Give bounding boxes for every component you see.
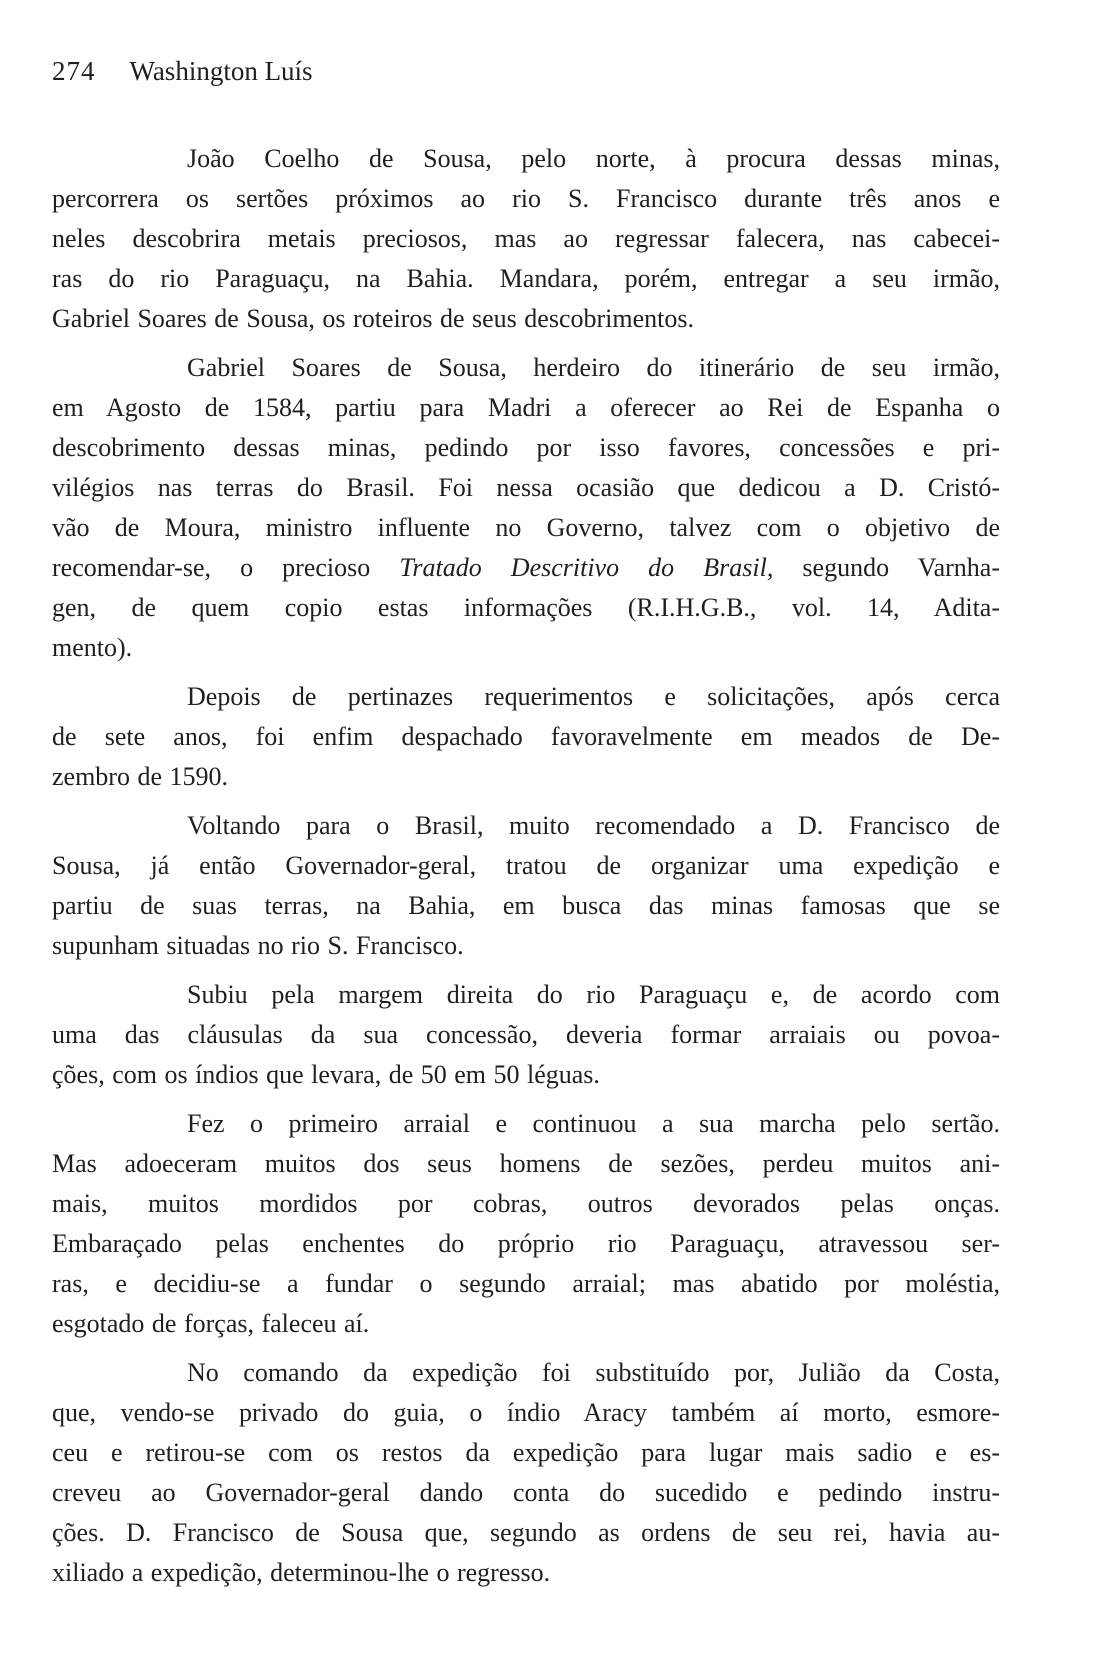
- text-segment: mento).: [52, 633, 133, 662]
- text-segment: que, vendo-se privado do guia, o índio Aracy também aí morto, esmore-: [52, 1398, 1000, 1427]
- paragraph: [52, 677, 1000, 797]
- text-segment: ras do rio Paraguaçu, na Bahia. Mandara, porém, entregar a seu irmão,: [52, 264, 1000, 293]
- page-number: 274: [52, 56, 96, 86]
- text-line: [52, 1513, 1000, 1553]
- text-segment: Gabriel Soares de Sousa, herdeiro do itinerário de seu irmão,: [187, 353, 1000, 382]
- text-segment: Fez o primeiro arraial e continuou a sua marcha pelo sertão.: [187, 1109, 1000, 1138]
- text-segment: Gabriel Soares de Sousa, os roteiros de seus descobrimentos.: [52, 304, 694, 333]
- text-line: [52, 628, 1000, 668]
- text-line: [52, 846, 1000, 886]
- text-line: [52, 139, 1000, 179]
- text-segment: em Agosto de 1584, partiu para Madri a oferecer ao Rei de Espanha o: [52, 393, 1000, 422]
- text-segment: neles descobrira metais preciosos, mas ao regressar falecera, nas cabecei-: [52, 224, 1000, 253]
- text-line: [52, 1353, 1000, 1393]
- text-segment: mais, muitos mordidos por cobras, outros devorados pelas onças.: [52, 1189, 1000, 1218]
- text-line: [52, 179, 1000, 219]
- text-line: [52, 588, 1000, 628]
- text-segment: ceu e retirou-se com os restos da expedição para lugar mais sadio e es-: [52, 1438, 1000, 1467]
- text-line: [52, 1433, 1000, 1473]
- text-segment: ções. D. Francisco de Sousa que, segundo as ordens de seu rei, havia au-: [52, 1518, 1000, 1547]
- text-line: [52, 259, 1000, 299]
- text-line: [52, 428, 1000, 468]
- text-line: [52, 1224, 1000, 1264]
- paragraph: [52, 975, 1000, 1095]
- text-line: [52, 1104, 1000, 1144]
- text-line: [52, 348, 1000, 388]
- text-segment: recomendar-se, o precioso: [52, 553, 400, 582]
- text-segment: Subiu pela margem direita do rio Paraguaçu e, de acordo com: [187, 980, 1000, 1009]
- text-segment: Sousa, já então Governador-geral, tratou de organizar uma expedição e: [52, 851, 1000, 880]
- text-segment: Voltando para o Brasil, muito recomendado a D. Francisco de: [187, 811, 1000, 840]
- text-segment: ções, com os índios que levara, de 50 em 50 léguas.: [52, 1060, 600, 1089]
- text-line: [52, 1304, 1000, 1344]
- text-segment: uma das cláusulas da sua concessão, deveria formar arraiais ou povoa-: [52, 1020, 1000, 1049]
- text-line: [52, 677, 1000, 717]
- text-segment: gen, de quem copio estas informações (R.I.H.G.B., vol. 14, Adita-: [52, 593, 1000, 622]
- text-line: [52, 1553, 1000, 1593]
- text-line: [52, 1144, 1000, 1184]
- text-segment: descobrimento dessas minas, pedindo por isso favores, concessões e pri-: [52, 433, 1000, 462]
- text-line: [52, 468, 1000, 508]
- text-line: [52, 219, 1000, 259]
- text-segment: vão de Moura, ministro influente no Governo, talvez com o objetivo de: [52, 513, 1000, 542]
- page-text: [52, 139, 1000, 1593]
- text-segment: percorrera os sertões próximos ao rio S. Francisco durante três anos e: [52, 184, 1000, 213]
- paragraph: [52, 139, 1000, 339]
- text-segment: de sete anos, foi enfim despachado favoravelmente em meados de De-: [52, 722, 1000, 751]
- text-line: [52, 886, 1000, 926]
- running-title: Washington Luís: [129, 56, 313, 86]
- text-line: [52, 1264, 1000, 1304]
- text-line: [52, 1015, 1000, 1055]
- text-segment: No comando da expedição foi substituído por, Julião da Costa,: [187, 1358, 1000, 1387]
- text-line: [52, 1473, 1000, 1513]
- running-header: [52, 56, 1000, 86]
- text-segment: xiliado a expedição, determinou-lhe o regresso.: [52, 1558, 551, 1587]
- text-line: [52, 1055, 1000, 1095]
- text-segment: Embaraçado pelas enchentes do próprio rio Paraguaçu, atravessou ser-: [52, 1229, 1000, 1258]
- text-segment: João Coelho de Sousa, pelo norte, à procura dessas minas,: [187, 144, 1000, 173]
- text-segment: ras, e decidiu-se a fundar o segundo arraial; mas abatido por moléstia,: [52, 1269, 1000, 1298]
- text-line: [52, 975, 1000, 1015]
- text-line: [52, 717, 1000, 757]
- text-line: [52, 388, 1000, 428]
- paragraph: [52, 1104, 1000, 1344]
- text-segment: Depois de pertinazes requerimentos e solicitações, após cerca: [187, 682, 1000, 711]
- text-segment: Mas adoeceram muitos dos seus homens de sezões, perdeu muitos ani-: [52, 1149, 1000, 1178]
- text-segment: vilégios nas terras do Brasil. Foi nessa ocasião que dedicou a D. Cristó-: [52, 473, 1000, 502]
- text-line: [52, 299, 1000, 339]
- text-segment: esgotado de forças, faleceu aí.: [52, 1309, 370, 1338]
- text-line: [52, 508, 1000, 548]
- text-line: [52, 1184, 1000, 1224]
- text-segment: creveu ao Governador-geral dando conta do sucedido e pedindo instru-: [52, 1478, 1000, 1507]
- text-segment: supunham situadas no rio S. Francisco.: [52, 931, 464, 960]
- text-line: [52, 806, 1000, 846]
- italic-text: Tratado Descritivo do Brasil,: [399, 553, 774, 582]
- text-line: [52, 1393, 1000, 1433]
- paragraph: [52, 348, 1000, 668]
- text-segment: zembro de 1590.: [52, 762, 229, 791]
- text-line: [52, 757, 1000, 797]
- paragraph: [52, 806, 1000, 966]
- text-line: [52, 926, 1000, 966]
- text-segment: segundo Varnha-: [773, 553, 1000, 582]
- text-line: [52, 548, 1000, 588]
- paragraph: [52, 1353, 1000, 1593]
- text-segment: partiu de suas terras, na Bahia, em busca das minas famosas que se: [52, 891, 1000, 920]
